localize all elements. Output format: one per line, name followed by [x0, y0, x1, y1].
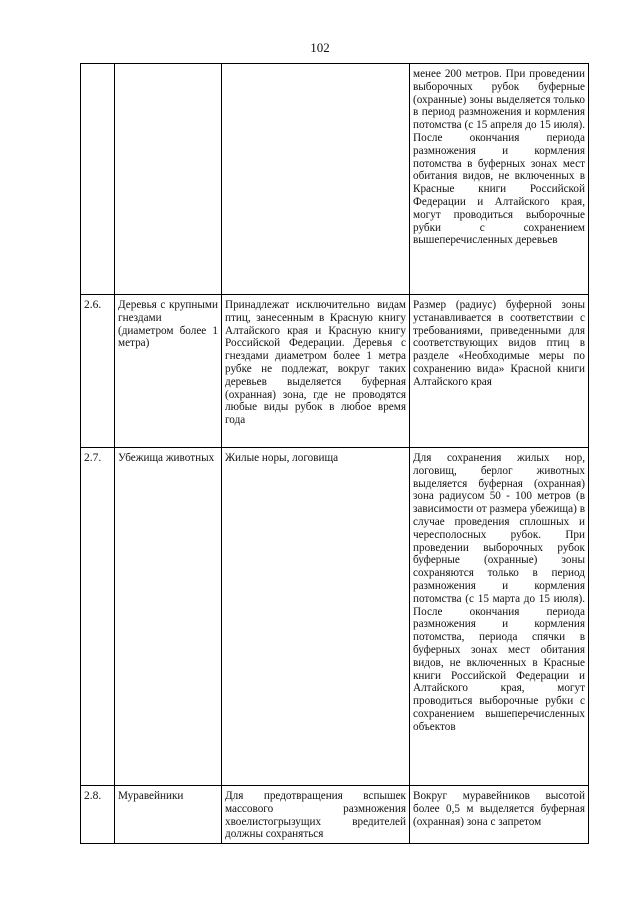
- buffer-zone-requirements: Для сохранения жилых нор, логовищ, берлог животных выделяется буферная (охранная) зона радиусом 50 - 100 метров (в зависимости от размера убежища) в случае проведения сплошных и чересполосных рубок. При проведении выборочных рубок буферные (охранные) зоны сохраняются только в период размножения и кормления потомства (с 15 марта до 15 июля). После окончания периода размножения и кормления потомства, периода спячки в буферных зонах мест обитания видов, не включенных в Красные книги Российской Федерации и Алтайского края, могут проводиться выборочные рубки с сохранением вышеперечисленных объектов: [410, 448, 589, 786]
- buffer-zone-requirements: менее 200 метров. При проведении выборочных рубок буферные (охранные) зоны выделяется только в период размножения и кормления потомства (с 15 апреля до 15 июля). После окончания периода размножения и кормления потомства в буферных зонах мест обитания видов, не включенных в Красные книги Российской Федерации и Алтайского края, могут проводиться выборочные рубки с сохранением вышеперечисленных деревьев: [410, 64, 589, 295]
- object-name: Деревья с крупными гнездами (диаметром более 1 метра): [115, 295, 222, 448]
- buffer-zone-requirements: Размер (радиус) буферной зоны устанавливается в соответствии с требованиями, приведенными для соответствующих видов птиц в разделе «Необходимые меры по сохранению вида» Красной книги Алтайского края: [410, 295, 589, 448]
- object-name: [115, 64, 222, 295]
- object-description: [222, 64, 410, 295]
- row-number: 2.6.: [81, 295, 115, 448]
- buffer-zone-requirements: Вокруг муравейников высотой более 0,5 м выделяется буферная (охранная) зона с запретом: [410, 786, 589, 844]
- buffer-zone-table: [80, 63, 589, 844]
- table-row: [81, 295, 589, 448]
- object-description: Для предотвращения вспышек массового размножения хвоелистогрызущих вредителей должны сохраняться: [222, 786, 410, 844]
- row-number: 2.8.: [81, 786, 115, 844]
- table-row: [81, 448, 589, 786]
- table-row: [81, 64, 589, 295]
- object-description: Принадлежат исключительно видам птиц, занесенным в Красную книгу Алтайского края и Красную книгу Российской Федерации. Деревья с гнездами диаметром более 1 метра рубке не подлежат, вокруг таких деревьев выделяется буферная (охранная) зона, где не проводятся любые виды рубок в любое время года: [222, 295, 410, 448]
- object-name: Убежища животных: [115, 448, 222, 786]
- table-row: [81, 786, 589, 844]
- object-name: Муравейники: [115, 786, 222, 844]
- row-number: [81, 64, 115, 295]
- object-description: Жилые норы, логовища: [222, 448, 410, 786]
- page-number: 102: [310, 40, 330, 55]
- row-number: 2.7.: [81, 448, 115, 786]
